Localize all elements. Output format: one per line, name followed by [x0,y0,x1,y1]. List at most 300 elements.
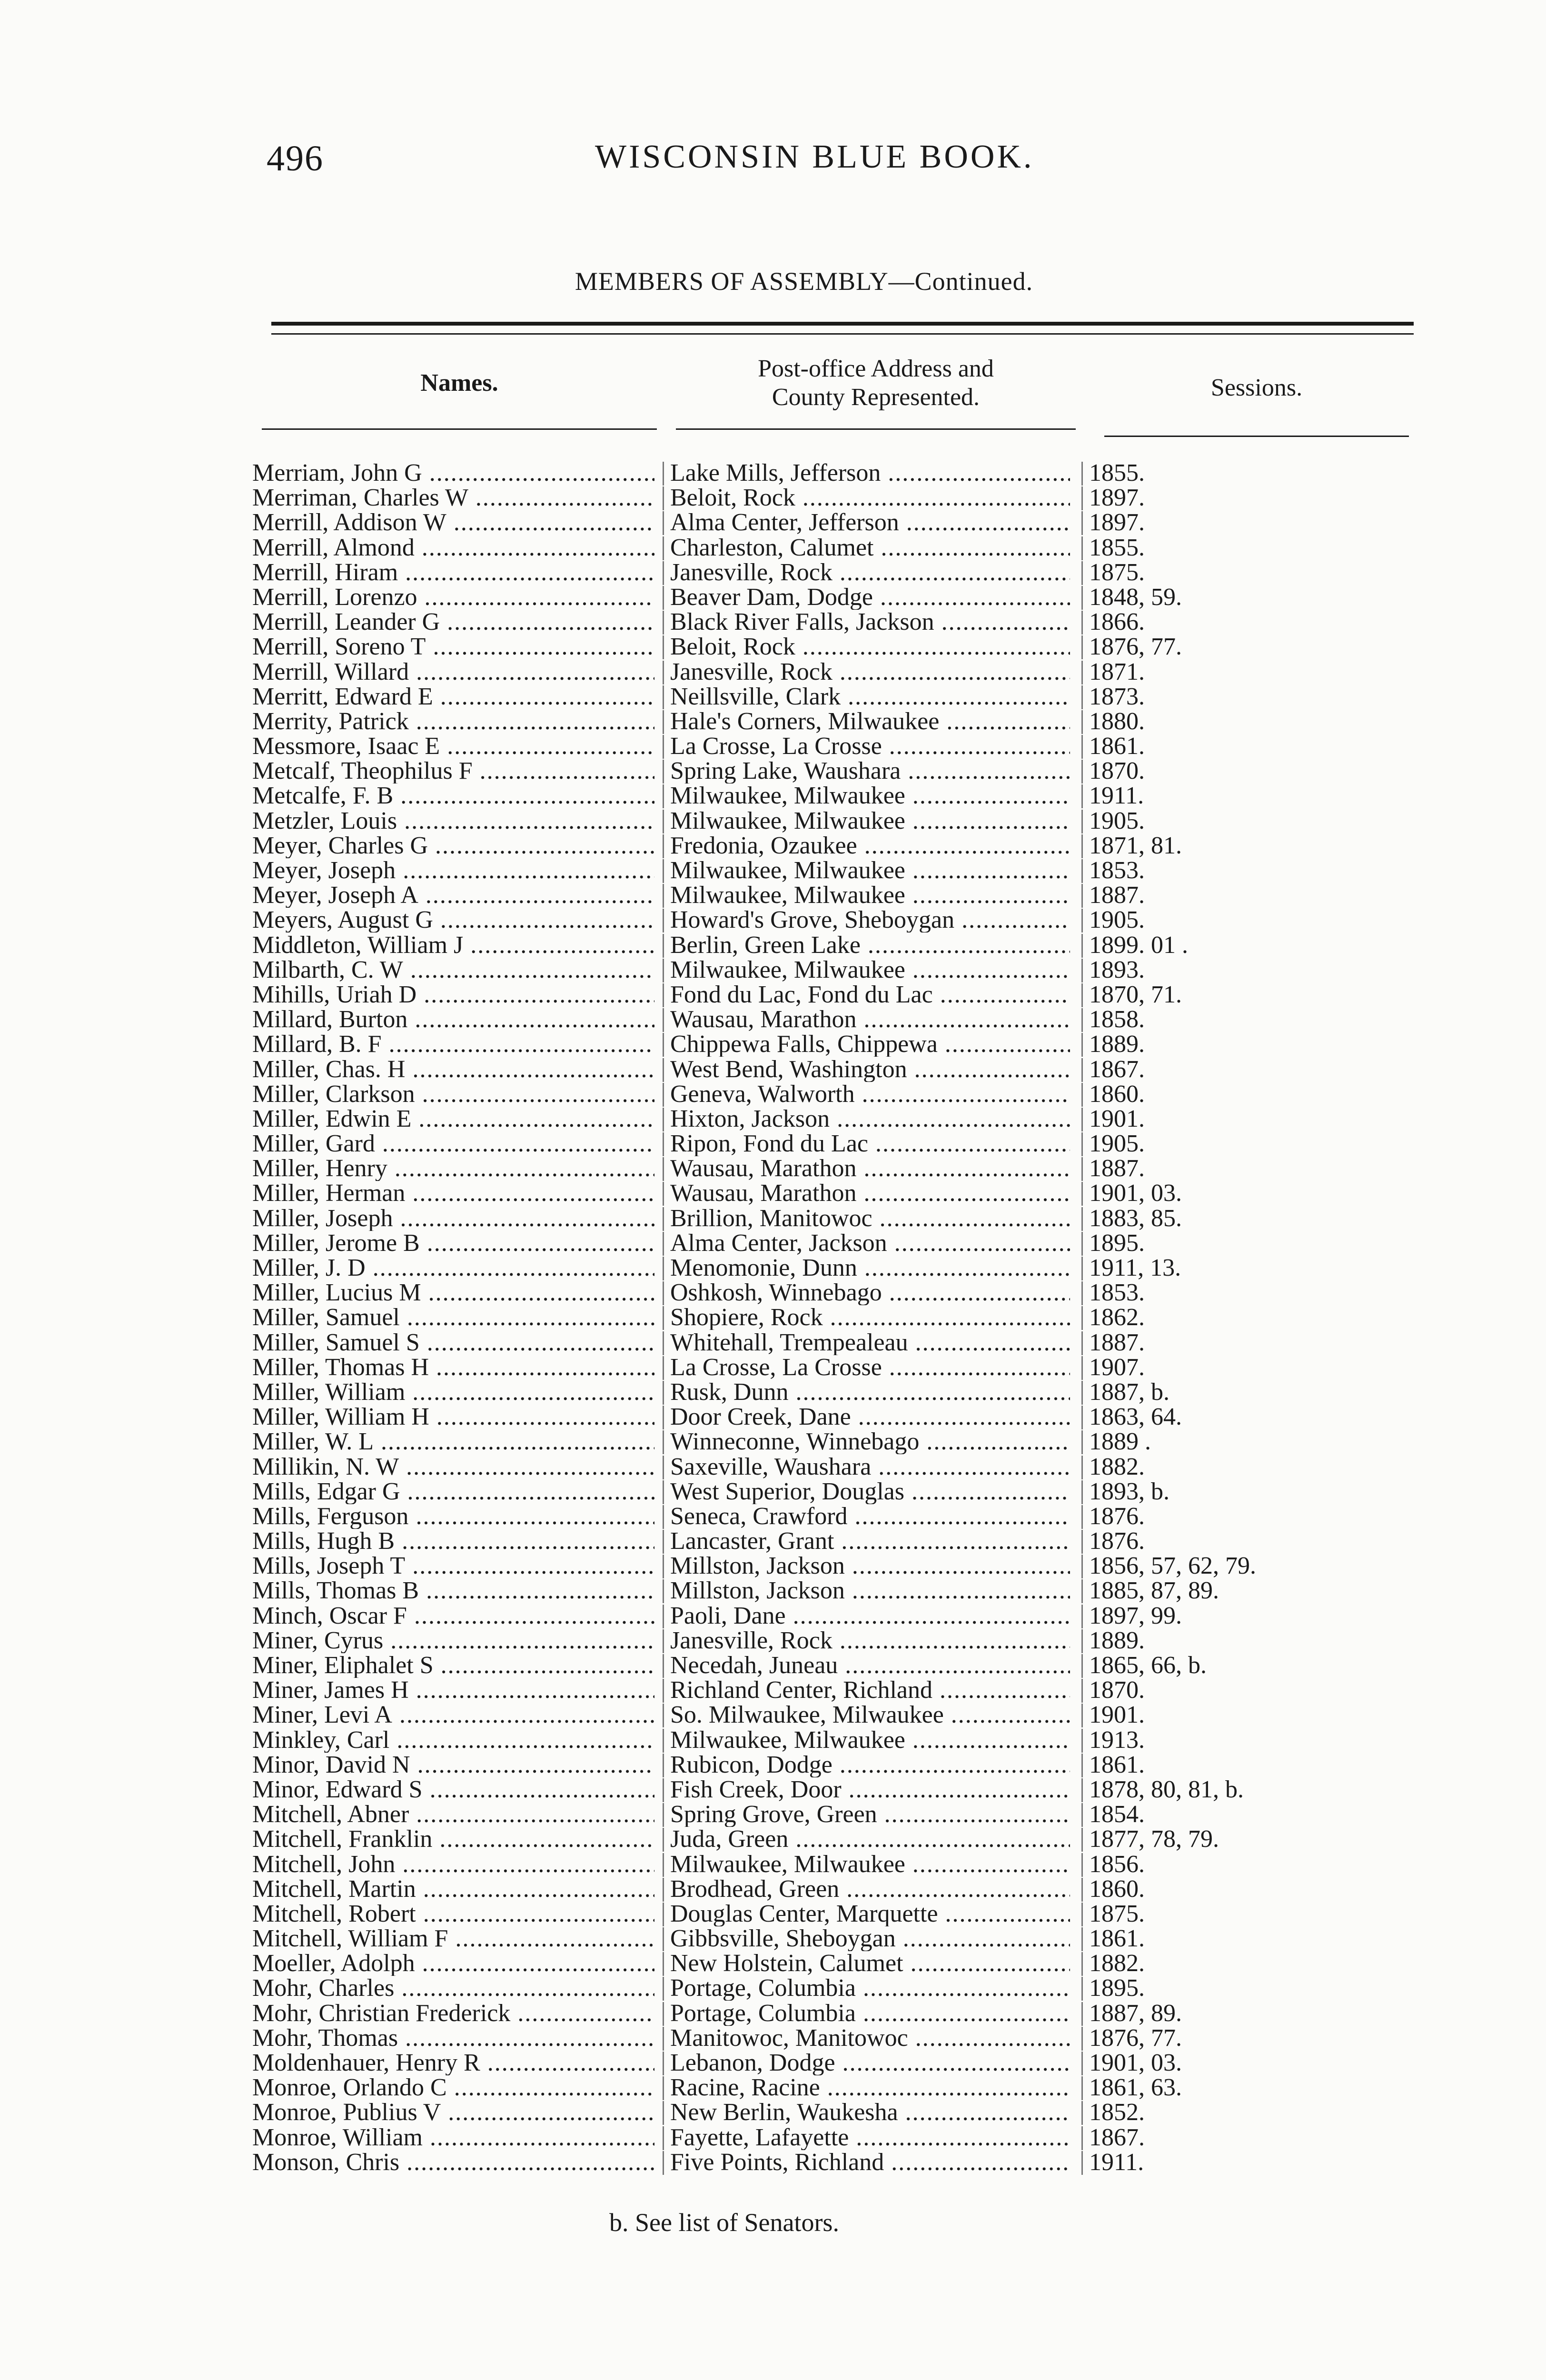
table-row [0,1728,1546,1753]
member-sessions: 1867. [1089,2123,1145,2151]
table-row [0,1256,1546,1280]
column-separator [663,1803,664,1827]
member-address: Saxeville, Waushara ..... [670,1455,1070,1479]
column-separator [1081,1257,1083,1280]
member-address: Portage, Columbia ..... [670,2001,1070,2026]
member-name: Merritt, Edward E ..... [252,684,654,709]
member-address: Lebanon, Dodge ..... [670,2051,1070,2075]
column-separator [663,983,664,1007]
member-name: Moldenhauer, Henry R ..... [252,2051,654,2075]
column-separator [663,1530,664,1554]
table-row [0,1926,1546,1951]
member-sessions: 1852. [1089,2099,1145,2126]
member-sessions: 1854. [1089,1801,1145,1828]
column-separator [663,1108,664,1131]
table-row [0,1107,1546,1131]
member-sessions: 1895. [1089,1229,1145,1257]
member-sessions: 1901. [1089,1105,1145,1132]
member-sessions: 1876, 77. [1089,633,1182,661]
member-sessions: 1907. [1089,1353,1145,1381]
column-header-address-line1: Post-office Address and [758,355,994,382]
header-underline-address [676,428,1076,430]
table-row [0,1455,1546,1479]
member-name: Monroe, Orlando C ..... [252,2075,654,2100]
column-separator [663,1629,664,1653]
table-row [0,486,1546,510]
table-row [0,510,1546,535]
column-separator [1081,586,1083,610]
member-name: Mills, Thomas B ..... [252,1578,654,1603]
column-separator [663,1257,664,1280]
member-sessions: 1889 . [1089,1428,1151,1456]
table-row [0,1380,1546,1405]
column-separator [663,1058,664,1082]
column-separator [1081,810,1083,833]
column-separator [1081,1654,1083,1678]
column-separator [1081,1605,1083,1628]
column-separator [663,1952,664,1976]
column-separator [1081,1878,1083,1902]
column-separator [663,1008,664,1032]
member-sessions: 1848, 59. [1089,583,1182,611]
column-separator [663,2151,664,2175]
column-separator [1081,834,1083,858]
column-separator [663,1381,664,1405]
column-separator [1081,1903,1083,1926]
member-name: Miller, Clarkson ..... [252,1082,654,1107]
column-separator [1081,1729,1083,1753]
member-sessions: 1901, 03. [1089,2049,1182,2076]
member-address: Chippewa Falls, Chippewa ..... [670,1032,1070,1057]
column-separator [1081,959,1083,982]
column-separator [1081,1033,1083,1057]
column-separator [1081,1505,1083,1529]
member-sessions: 1895. [1089,1974,1145,2002]
member-name: Miller, Chas. H ..... [252,1057,654,1082]
member-name: Mohr, Charles ..... [252,1976,654,2001]
column-separator [1081,536,1083,560]
column-separator [663,1704,664,1727]
column-separator [663,1033,664,1057]
member-sessions: 1889. [1089,1626,1145,1654]
member-sessions: 1911. [1089,2148,1144,2176]
column-separator [1081,1281,1083,1305]
member-address: Five Points, Richland ..... [670,2150,1070,2175]
column-separator [663,1579,664,1603]
table-row [0,1479,1546,1504]
member-name: Miller, Edwin E ..... [252,1107,654,1131]
column-separator [1081,1778,1083,1802]
member-address: Gibbsville, Sheboygan ..... [670,1926,1070,1951]
member-address: West Superior, Douglas ..... [670,1479,1070,1504]
table-row [0,610,1546,635]
table-row [0,1604,1546,1628]
table-row [0,1852,1546,1877]
member-sessions: 1887, b. [1089,1378,1169,1406]
member-address: Wausau, Marathon ..... [670,1156,1070,1181]
table-row [0,1057,1546,1082]
member-address: New Holstein, Calumet ..... [670,1951,1070,1976]
table-row [0,1554,1546,1578]
column-separator [663,834,664,858]
column-separator [1081,1406,1083,1429]
page-number: 496 [267,139,324,178]
member-address: Geneva, Walworth ..... [670,1082,1070,1107]
column-separator [663,1132,664,1156]
column-separator [1081,511,1083,535]
member-address: Juda, Green ..... [670,1827,1070,1852]
column-separator [663,760,664,783]
member-address: Paoli, Dane ..... [670,1604,1070,1628]
member-sessions: 1885, 87, 89. [1089,1577,1219,1605]
member-name: Millikin, N. W ..... [252,1455,654,1479]
member-address: Janesville, Rock ..... [670,560,1070,585]
member-sessions: 1871, 81. [1089,832,1182,859]
table-row [0,1181,1546,1206]
member-sessions: 1873. [1089,683,1145,710]
column-separator [663,784,664,808]
table-row [0,1504,1546,1529]
member-sessions: 1876, 77. [1089,2024,1182,2052]
column-separator [1081,486,1083,510]
column-separator [663,710,664,734]
member-address: Charleston, Calumet ..... [670,536,1070,560]
member-name: Meyer, Charles G ..... [252,833,654,858]
column-separator [1081,1629,1083,1653]
column-separator [1081,2027,1083,2051]
table-row [0,2075,1546,2100]
member-name: Millard, Burton ..... [252,1007,654,1032]
column-separator [1081,859,1083,883]
table-row [0,2125,1546,2150]
column-separator [1081,1132,1083,1156]
column-separator [1081,1555,1083,1578]
table-row [0,1902,1546,1926]
member-name: Milbarth, C. W ..... [252,958,654,982]
member-name: Meyers, August G ..... [252,908,654,932]
member-address: Racine, Racine ..... [670,2075,1070,2100]
member-name: Meyer, Joseph A ..... [252,883,654,908]
column-separator [663,959,664,982]
table-row [0,1082,1546,1107]
member-sessions: 1905. [1089,906,1145,934]
member-address: New Berlin, Waukesha ..... [670,2100,1070,2125]
member-address: Rubicon, Dodge ..... [670,1753,1070,1777]
table-row [0,1429,1546,1454]
column-separator [663,536,664,560]
member-name: Mitchell, Abner ..... [252,1802,654,1827]
column-separator [663,1754,664,1777]
column-separator [663,1356,664,1380]
column-separator [663,2002,664,2026]
table-row [0,1231,1546,1256]
member-address: Hixton, Jackson ..... [670,1107,1070,1131]
column-separator [663,2101,664,2125]
table-row [0,783,1546,808]
member-address: Whitehall, Trempealeau ..... [670,1330,1070,1355]
table-row [0,1753,1546,1777]
member-sessions: 1887. [1089,882,1145,909]
table-row [0,1951,1546,1976]
column-separator [1081,1232,1083,1256]
member-sessions: 1860. [1089,1080,1145,1108]
member-name: Miller, Lucius M ..... [252,1280,654,1305]
table-row [0,759,1546,783]
table-row [0,883,1546,908]
member-name: Mills, Ferguson ..... [252,1504,654,1529]
member-name: Miller, Jerome B ..... [252,1231,654,1256]
table-row [0,1529,1546,1554]
member-address: Millston, Jackson ..... [670,1578,1070,1603]
member-address: Beloit, Rock ..... [670,635,1070,659]
column-header-sessions: Sessions. [1210,374,1303,401]
member-name: Miller, Gard ..... [252,1131,654,1156]
member-address: Winneconne, Winnebago ..... [670,1429,1070,1454]
column-separator [1081,1008,1083,1032]
column-separator [663,909,664,932]
table-row [0,1032,1546,1057]
column-separator [1081,1853,1083,1877]
member-sessions: 1870. [1089,757,1145,785]
member-address: Fond du Lac, Fond du Lac ..... [670,982,1070,1007]
member-sessions: 1875. [1089,1900,1145,1927]
member-address: Milwaukee, Milwaukee ..... [670,783,1070,808]
column-separator [663,586,664,610]
top-rule-thick [271,322,1414,326]
member-sessions: 1897. [1089,509,1145,536]
member-address: Hale's Corners, Milwaukee ..... [670,709,1070,734]
column-separator [1081,1579,1083,1603]
column-separator [1081,1456,1083,1479]
member-address: Milwaukee, Milwaukee ..... [670,883,1070,908]
column-separator [1081,784,1083,808]
member-sessions: 1870. [1089,1676,1145,1704]
member-address: La Crosse, La Crosse ..... [670,1355,1070,1380]
member-address: Douglas Center, Marquette ..... [670,1902,1070,1926]
column-separator [663,859,664,883]
column-separator [663,1406,664,1429]
member-name: Miller, Herman ..... [252,1181,654,1206]
member-address: Portage, Columbia ..... [670,1976,1070,2001]
table-row [0,734,1546,759]
member-sessions: 1887. [1089,1329,1145,1356]
member-name: Merrill, Almond ..... [252,536,654,560]
member-address: Seneca, Crawford ..... [670,1504,1070,1529]
column-separator [663,1505,664,1529]
column-separator [663,2126,664,2150]
member-name: Mohr, Thomas ..... [252,2026,654,2051]
member-sessions: 1862. [1089,1304,1145,1331]
member-address: Lake Mills, Jefferson ..... [670,461,1070,486]
member-address: Wausau, Marathon ..... [670,1181,1070,1206]
member-name: Miller, Henry ..... [252,1156,654,1181]
member-sessions: 1861. [1089,1925,1145,1953]
member-address: Beaver Dam, Dodge ..... [670,585,1070,610]
member-sessions: 1861, 63. [1089,2074,1182,2102]
member-address: Milwaukee, Milwaukee ..... [670,1852,1070,1877]
member-address: Milwaukee, Milwaukee ..... [670,958,1070,982]
table-row [0,1703,1546,1727]
column-separator [1081,1927,1083,1951]
table-row [0,2100,1546,2125]
column-separator [1081,1306,1083,1330]
member-address: Richland Center, Richland ..... [670,1678,1070,1703]
column-separator [663,810,664,833]
column-separator [1081,1157,1083,1181]
member-name: Miner, Eliphalet S ..... [252,1653,654,1678]
member-sessions: 1871. [1089,658,1145,685]
member-name: Merrill, Leander G ..... [252,610,654,635]
member-sessions: 1899. 01 . [1089,931,1188,959]
column-separator [663,1729,664,1753]
column-header-address [676,355,1076,412]
column-separator [1081,561,1083,585]
header-underline-sessions [1104,436,1409,437]
member-address: Neillsville, Clark ..... [670,684,1070,709]
member-address: Howard's Grove, Sheboygan ..... [670,908,1070,932]
member-sessions: 1901, 03. [1089,1180,1182,1207]
member-name: Minor, David N ..... [252,1753,654,1777]
member-sessions: 1897, 99. [1089,1602,1182,1629]
member-sessions: 1876. [1089,1502,1145,1530]
member-name: Metcalf, Theophilus F ..... [252,759,654,783]
page-header [0,138,1546,195]
column-separator [1081,1803,1083,1827]
member-address: Manitowoc, Manitowoc ..... [670,2026,1070,2051]
column-separator [1081,2076,1083,2100]
member-address: Alma Center, Jefferson ..... [670,510,1070,535]
column-separator [1081,934,1083,958]
member-name: Minkley, Carl ..... [252,1728,654,1753]
column-separator [1081,2002,1083,2026]
column-separator [663,661,664,684]
member-address: Black River Falls, Jackson ..... [670,610,1070,635]
member-name: Miller, Thomas H ..... [252,1355,654,1380]
column-separator [663,1207,664,1231]
column-separator [663,934,664,958]
member-sessions: 1861. [1089,733,1145,760]
column-separator [663,611,664,635]
column-separator [663,1182,664,1206]
member-address: Oshkosh, Winnebago ..... [670,1280,1070,1305]
table-row [0,2051,1546,2075]
table-row [0,908,1546,932]
column-separator [1081,1480,1083,1504]
table-row [0,660,1546,684]
column-separator [1081,909,1083,932]
column-separator [663,635,664,659]
member-name: Merrill, Lorenzo ..... [252,585,654,610]
member-address: Ripon, Fond du Lac ..... [670,1131,1070,1156]
table-row [0,1131,1546,1156]
member-address: Wausau, Marathon ..... [670,1007,1070,1032]
member-name: Merrill, Hiram ..... [252,560,654,585]
member-name: Merriam, John G ..... [252,461,654,486]
column-separator [1081,1381,1083,1405]
member-address: Brillion, Manitowoc ..... [670,1206,1070,1231]
member-sessions: 1901. [1089,1701,1145,1729]
column-separator [663,1480,664,1504]
member-name: Monroe, Publius V ..... [252,2100,654,2125]
member-name: Merriman, Charles W ..... [252,486,654,510]
table-row [0,1802,1546,1827]
member-sessions: 1870, 71. [1089,981,1182,1008]
column-separator [1081,1182,1083,1206]
column-separator [1081,462,1083,486]
table-row [0,1007,1546,1032]
table-row [0,982,1546,1007]
column-separator [663,1555,664,1578]
table-row [0,809,1546,833]
column-separator [663,1679,664,1703]
member-name: Miner, James H ..... [252,1678,654,1703]
member-name: Metcalfe, F. B ..... [252,783,654,808]
table-row [0,1280,1546,1305]
column-separator [1081,2126,1083,2150]
footnote: b. See list of Senators. [609,2208,839,2237]
column-separator [1081,710,1083,734]
member-name: Miner, Cyrus ..... [252,1628,654,1653]
table-row [0,635,1546,659]
section-subtitle: MEMBERS OF ASSEMBLY—Continued. [575,267,1033,296]
members-table [0,461,1546,2175]
column-separator [663,1083,664,1107]
table-row [0,1156,1546,1181]
column-separator [663,1927,664,1951]
column-separator [1081,1704,1083,1727]
member-address: Shopiere, Rock ..... [670,1305,1070,1330]
column-separator [1081,1754,1083,1777]
column-separator [663,1157,664,1181]
table-row [0,1653,1546,1678]
column-separator [1081,1430,1083,1454]
member-name: Mitchell, William F ..... [252,1926,654,1951]
member-name: Meyer, Joseph ..... [252,858,654,883]
column-separator [663,486,664,510]
member-address: Alma Center, Jackson ..... [670,1231,1070,1256]
member-sessions: 1863, 64. [1089,1403,1182,1431]
column-separator [1081,685,1083,709]
column-separator [1081,1679,1083,1703]
member-address: Spring Grove, Green ..... [670,1802,1070,1827]
member-address: Millston, Jackson ..... [670,1554,1070,1578]
column-header-names: Names. [420,369,498,397]
member-sessions: 1905. [1089,807,1145,834]
member-name: Moeller, Adolph ..... [252,1951,654,1976]
column-separator [663,462,664,486]
member-sessions: 1880. [1089,707,1145,735]
column-separator [663,1654,664,1678]
member-name: Mohr, Christian Frederick ..... [252,2001,654,2026]
column-separator [663,1853,664,1877]
column-separator [663,1878,664,1902]
column-separator [1081,1207,1083,1231]
column-separator [1081,884,1083,908]
member-name: Monson, Chris ..... [252,2150,654,2175]
member-name: Merrity, Patrick ..... [252,709,654,734]
column-header-address-line2: County Represented. [772,384,980,411]
member-name: Mitchell, Robert ..... [252,1902,654,1926]
member-sessions: 1911, 13. [1089,1254,1181,1281]
table-row [0,1578,1546,1603]
member-name: Millard, B. F ..... [252,1032,654,1057]
member-sessions: 1858. [1089,1006,1145,1033]
table-row [0,1877,1546,1902]
member-name: Miller, Joseph ..... [252,1206,654,1231]
table-row [0,1355,1546,1380]
column-separator [663,1977,664,2001]
member-name: Minor, Edward S ..... [252,1777,654,1802]
